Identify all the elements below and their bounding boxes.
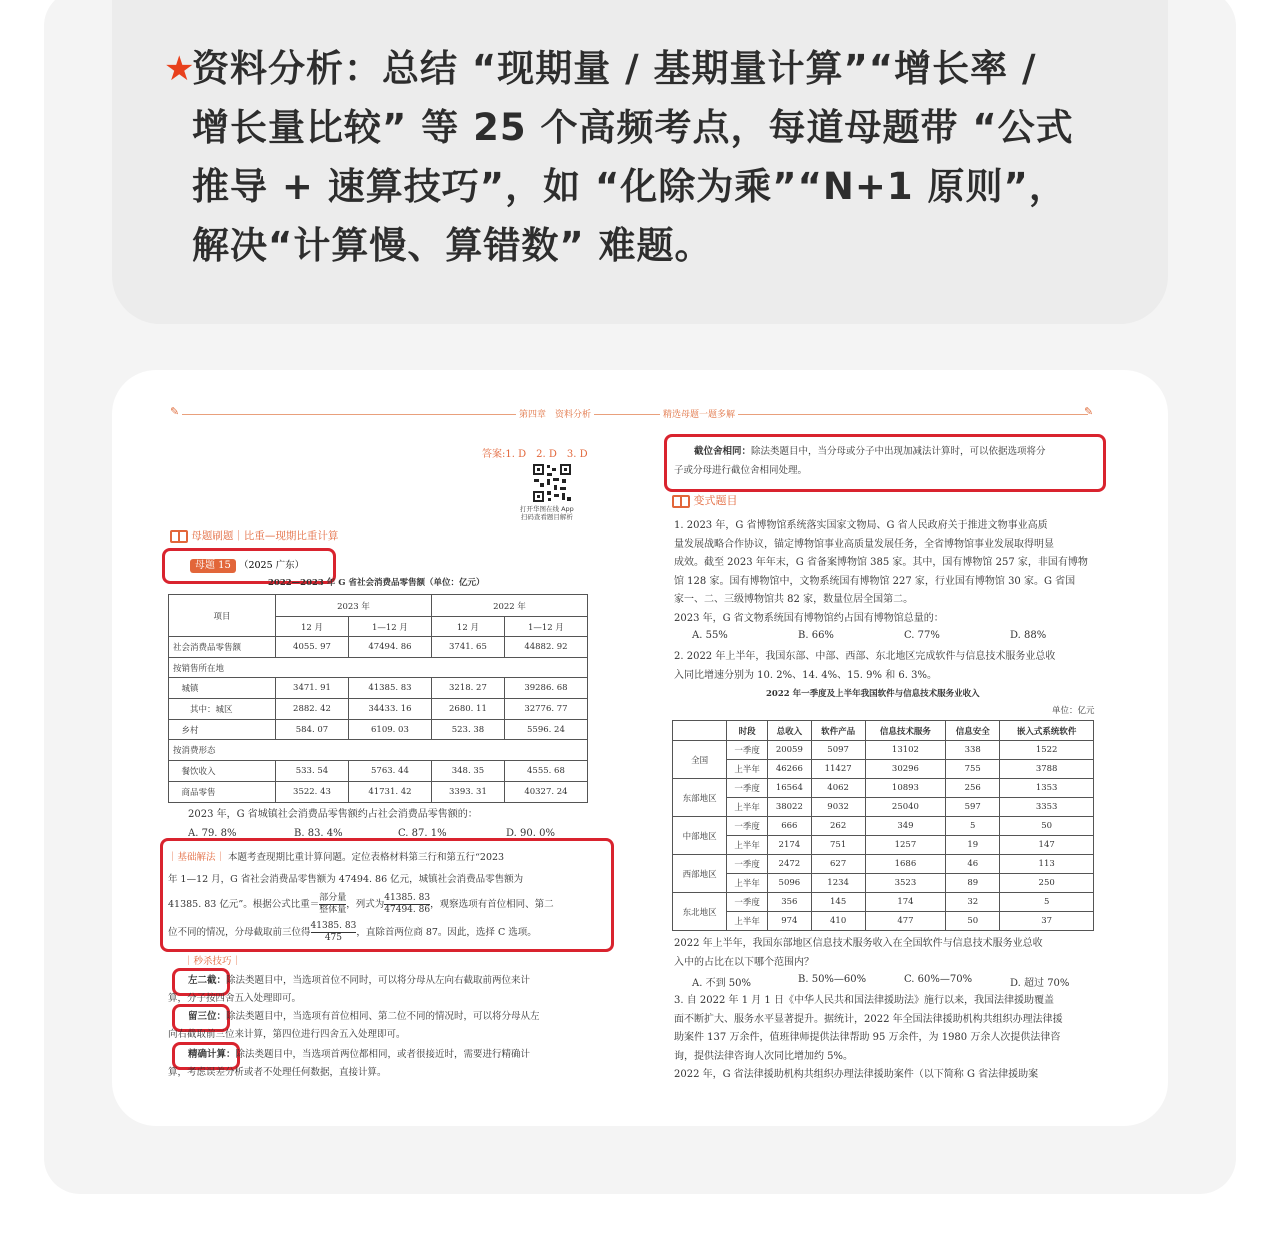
table2-cell: 145 [811,893,865,912]
table2-row [673,836,1094,855]
table-cell: 44882. 92 [504,637,587,658]
basic-solution-line: 位不同的情况，分母截取前三位得 [168,927,311,938]
table2-header: 时段 [727,721,768,741]
option-d: D. 88% [1010,630,1047,641]
table2-header: 信息技术服务 [865,721,945,741]
table-header-2023: 2023 年 [276,595,432,617]
row-label: 其中：城区 [169,699,276,720]
tip-label: 留三位： [188,1011,227,1022]
row-label: 商品零售 [169,781,276,802]
table-row [169,637,588,658]
table2-row [673,760,1094,779]
table2-cell: 1522 [1000,741,1094,760]
region-label: 中部地区 [673,817,727,855]
tip-text: 算，考虑误差分析或者不处理任何数据，直接计算。 [168,1067,387,1078]
table-cell: 3741. 65 [431,637,504,658]
table-cell: 6109. 03 [348,719,431,740]
table-cell: 3471. 91 [276,678,349,699]
tip-keep-three [168,1008,592,1044]
table2-cell: 147 [1000,836,1094,855]
table2-cell: 262 [811,817,865,836]
table2-cell: 上半年 [727,874,768,893]
table2-cell: 751 [811,836,865,855]
table2-header: 信息安全 [946,721,1000,741]
fraction-numerator: 41385. 83 [310,921,357,931]
table2-cell: 3353 [1000,798,1094,817]
table-row [169,781,588,802]
tip-label: 截位舍相同： [694,446,752,457]
table2-cell: 338 [946,741,1000,760]
row-label: 餐饮收入 [169,761,276,782]
row-label: 按消费形态 [169,740,588,761]
table2-cell: 上半年 [727,760,768,779]
table2-cell: 30296 [865,760,945,779]
table2-cell: 20059 [768,741,811,760]
text-line: 成效。截至 2023 年年末，G 省备案博物馆 385 家。其中，国有博物馆 257 家，非国有博物 [674,557,1088,568]
table2-cell: 10893 [865,779,945,798]
table2-row [673,741,1094,760]
tip-text: 除法类题目中，当选项有首位相同、第二位不同的情况时，可以将分母从左 [226,1011,540,1022]
text-line: 入中的占比在以下哪个范围内？ [674,956,814,968]
answer-text: 答案:1. D 2. D 3. D [482,449,588,460]
variant-question-1 [674,517,1096,628]
tip-label: 左二截： [188,975,227,986]
tip-text: 向右截取前三位来计算，第四位进行四舍五入处理即可。 [168,1029,406,1040]
table2-row [673,855,1094,874]
table2-cell: 46 [946,855,1000,874]
question-badge: 母题 15 [190,559,236,573]
table-title: 2022—2023 年 G 省社会消费品零售额（单位：亿元） [268,578,485,588]
table-cell: 4555. 68 [504,761,587,782]
table-cell: 2680. 11 [431,699,504,720]
table2-cell: 755 [946,760,1000,779]
option-a: A. 不到 50% [692,978,751,989]
table2-cell: 597 [946,798,1000,817]
text-line: 询，提供法律咨询人次同比增加约 5%。 [674,1050,854,1062]
variant-question-2 [674,648,1096,685]
tip-text: 除法类题目中，当选项首位不同时，可以将分母从左向右截取前两位来计 [226,975,531,986]
basic-solution-line: ，直除首两位商 87。因此，选择 C 选项。 [356,927,537,938]
table-cell: 40327. 24 [504,781,587,802]
table2-cell: 113 [1000,855,1094,874]
text-line: 入同比增速分别为 10. 2%、14. 4%、15. 9% 和 6. 3%。 [674,669,937,681]
table-subheader: 1—12 月 [348,617,431,637]
table2-header [673,721,727,741]
banner-line-2: 增长量比较” 等 25 个高频考点，每道母题带 “公式 [192,106,1074,149]
text-line: 3. 自 2022 年 1 月 1 日《中华人民共和国法律援助法》施行以来，我国法律援助覆盖 [674,995,1054,1006]
option-c: C. 60%—70% [904,974,973,985]
table2-cell: 1686 [865,855,945,874]
table2-cell: 一季度 [727,817,768,836]
variant-section-title [672,492,738,508]
table2-cell: 1257 [865,836,945,855]
star-icon: ★ [164,49,195,89]
table2-title: 2022 年一季度及上半年我国软件与信息技术服务业收入 [766,689,980,699]
tip-text: 子或分母进行截位舍相同处理。 [674,465,808,476]
table-cell: 3218. 27 [431,678,504,699]
text-line: 2. 2022 年上半年，我国东部、中部、西部、东北地区完成软件与信息技术服务业总收 [674,651,1056,662]
region-label: 东部地区 [673,779,727,817]
option-a: A. 79. 8% [188,828,237,839]
table-cell: 39286. 68 [504,678,587,699]
software-revenue-table [672,720,1094,931]
qr-caption-line-1: 打开华图在线 App [520,505,574,513]
basic-solution-line: ，列式为 [346,899,385,910]
table2-cell: 2472 [768,855,811,874]
text-line: 家一、二、三级博物馆共 82 家，数量位居全国第二。 [674,594,914,605]
table2-cell: 1353 [1000,779,1094,798]
table2-cell: 1234 [811,874,865,893]
table2-row [673,912,1094,931]
table2-cell: 一季度 [727,741,768,760]
row-label: 按销售所在地 [169,657,588,678]
fraction-denominator: 整体量 [319,905,347,915]
tip-exact [168,1046,592,1082]
table2-cell: 32 [946,893,1000,912]
table-subheader: 12 月 [431,617,504,637]
table2-cell: 上半年 [727,798,768,817]
pen-icon: ✎ [1084,405,1094,418]
table-cell: 533. 54 [276,761,349,782]
option-b: B. 66% [798,630,834,641]
retail-sales-table [168,594,588,803]
table2-cell: 477 [865,912,945,931]
table-row [169,761,588,782]
table-row [169,678,588,699]
option-c: C. 87. 1% [398,828,447,839]
row-label: 城镇 [169,678,276,699]
option-b: B. 83. 4% [294,828,343,839]
table-cell: 32776. 77 [504,699,587,720]
variant-title-text: 变式题目 [693,494,738,507]
table-cell: 5763. 44 [348,761,431,782]
pen-icon: ✎ [170,405,180,418]
table-header-2022: 2022 年 [431,595,587,617]
table2-header: 软件产品 [811,721,865,741]
table2-cell: 一季度 [727,893,768,912]
qr-caption [520,505,574,521]
table2-row [673,817,1094,836]
options-row [692,630,1092,644]
question-badge-row [190,557,304,573]
table2-cell: 974 [768,912,811,931]
text-line: 馆 128 家。国有博物馆中，文物系统国有博物馆 227 家，行业国有博物馆 30 家。G 省国 [674,575,1076,587]
tips-label: ｜秒杀技巧｜ [184,956,242,967]
table-row [169,719,588,740]
tip-text: 算，分子按四舍五入处理即可。 [168,993,302,1004]
table2-cell: 5096 [768,874,811,893]
fraction [384,893,430,916]
basic-solution-line: 年 1—12 月，G 省社会消费品零售额为 47494. 86 亿元，城镇社会消费品零售额为 [168,874,524,885]
option-d: D. 超过 70% [1010,978,1070,989]
table-header-item: 项目 [169,595,276,637]
text-line: 1. 2023 年，G 省博物馆系统落实国家文物局、G 省人民政府关于推进文物事业高质 [674,520,1048,531]
table2-cell: 410 [811,912,865,931]
region-label: 全国 [673,741,727,779]
table2-cell: 16564 [768,779,811,798]
truncation-tip [674,442,1094,480]
table-cell: 3522. 43 [276,781,349,802]
table2-cell: 627 [811,855,865,874]
table2-cell: 上半年 [727,836,768,855]
tip-text: 除法类题目中，当分母或分子中出现加减法计算时，可以依据选项将分 [751,446,1046,457]
book-icon [170,530,188,543]
table-cell: 3393. 31 [431,781,504,802]
table2-unit: 单位：亿元 [1052,706,1095,716]
table2-cell: 256 [946,779,1000,798]
text-line: 2023 年，G 省文物系统国有博物馆约占国有博物馆总量的： [674,612,944,624]
table2-cell: 349 [865,817,945,836]
text-line: 2022 年上半年，我国东部地区信息技术服务收入在全国软件与信息技术服务业总收 [674,938,1043,949]
basic-solution-label: ｜基础解法｜ [168,852,226,863]
table2-row [673,874,1094,893]
question-source: （2025 广东） [238,560,305,571]
table-row [169,657,588,678]
option-b: B. 50%—60% [798,974,867,985]
text-line: 量发展战略合作协议，锚定博物馆事业高质量发展任务，全省博物馆事业发展取得明显 [674,538,1054,550]
banner-line-1: 资料分析：总结 “现期量 / 基期量计算”“增长率 / [192,47,1037,90]
table2-cell: 3523 [865,874,945,893]
table2-cell: 5 [946,817,1000,836]
answer-key [482,445,588,460]
region-label: 西部地区 [673,855,727,893]
table-cell: 34433. 16 [348,699,431,720]
chapter-header: 第四章 资料分析 [516,407,594,420]
table2-cell: 9032 [811,798,865,817]
table2-row [673,798,1094,817]
table2-header: 总收入 [768,721,811,741]
table-subheader: 1—12 月 [504,617,587,637]
variant-question-3 [674,992,1096,1085]
book-icon [672,495,690,508]
region-label: 东北地区 [673,893,727,931]
table2-cell: 37 [1000,912,1094,931]
option-a: A. 55% [692,630,728,641]
table2-cell: 3788 [1000,760,1094,779]
option-c: C. 77% [904,630,940,641]
table2-cell: 一季度 [727,779,768,798]
section-header: 精选母题一题多解 [660,407,738,420]
fraction-numerator: 41385. 83 [384,893,431,903]
qr-caption-line-2: 扫码查看题目解析 [520,513,573,521]
row-label: 乡村 [169,719,276,740]
table2-cell: 50 [1000,817,1094,836]
table-cell: 523. 38 [431,719,504,740]
question-stem: 2023 年，G 省城镇社会消费品零售额约占社会消费品零售额的： [188,809,478,820]
header-rule [182,414,1088,415]
options-row [692,974,1092,988]
basic-solution-line: ，观察选项有首位相同、第二 [430,899,554,910]
text-line: 助案件 137 万余件，值班律师提供法律帮助 95 万余件，为 1980 万余人次提供法律咨 [674,1032,1061,1043]
fraction-denominator: 47494. 86 [384,905,431,915]
table2-cell: 250 [1000,874,1094,893]
banner-description [192,39,1132,275]
table2-row [673,893,1094,912]
row-label: 社会消费品零售额 [169,637,276,658]
table-cell: 2882. 42 [276,699,349,720]
fraction [319,893,346,916]
table2-cell: 11427 [811,760,865,779]
table2-cell: 46266 [768,760,811,779]
tip-text: 除法类题目中，当选项首两位都相同，或者很接近时，需要进行精确计 [235,1049,531,1060]
table2-cell: 89 [946,874,1000,893]
text-line: 2022 年，G 省法律援助机构共组织办理法律援助案件（以下简称 G 省法律援助案 [674,1069,1039,1080]
option-d: D. 90. 0% [506,828,555,839]
tip-left-two [168,972,592,1008]
table2-cell: 5 [1000,893,1094,912]
banner-line-3: 推导 + 速算技巧”，如 “化除为乘”“N+1 原则”， [192,165,1067,208]
table2-cell: 38022 [768,798,811,817]
table2-cell: 上半年 [727,912,768,931]
table2-cell: 356 [768,893,811,912]
table2-cell: 25040 [865,798,945,817]
table2-cell: 666 [768,817,811,836]
fraction [311,921,357,944]
section-title-text: 母题刷题｜比重—现期比重计算 [191,530,339,542]
table2-cell: 4062 [811,779,865,798]
variant-question-2-stem [674,935,1096,972]
banner-line-4: 解决“计算慢、算错数” 难题。 [192,224,713,267]
table-cell: 41731. 42 [348,781,431,802]
basic-solution-line: 本题考查现期比重计算问题。定位表格材料第三行和第五行“2023 [228,852,505,863]
tip-label: 精确计算： [188,1049,236,1060]
table2-cell: 50 [946,912,1000,931]
table-cell: 5596. 24 [504,719,587,740]
table2-cell: 19 [946,836,1000,855]
table-subheader: 12 月 [276,617,349,637]
table-cell: 584. 07 [276,719,349,740]
table2-cell: 174 [865,893,945,912]
fraction-denominator: 475 [324,933,343,943]
table2-cell: 一季度 [727,855,768,874]
table2-row [673,779,1094,798]
table2-cell: 2174 [768,836,811,855]
qr-code-icon [532,463,572,503]
table-cell: 348. 35 [431,761,504,782]
table2-header: 嵌入式系统软件 [1000,721,1094,741]
table-cell: 47494. 86 [348,637,431,658]
table-row [169,699,588,720]
table-cell: 4055. 97 [276,637,349,658]
section-title [170,528,338,543]
table2-cell: 5097 [811,741,865,760]
table2-cell: 13102 [865,741,945,760]
fraction-numerator: 部分量 [319,893,347,903]
table-cell: 41385. 83 [348,678,431,699]
basic-solution-line: 41385. 83 亿元”。根据公式比重＝ [168,899,320,910]
table-row [169,740,588,761]
text-line: 面不断扩大、服务水平显著提升。据统计，2022 年全国法律援助机构共组织办理法律援 [674,1013,1063,1025]
basic-solution [168,847,598,947]
